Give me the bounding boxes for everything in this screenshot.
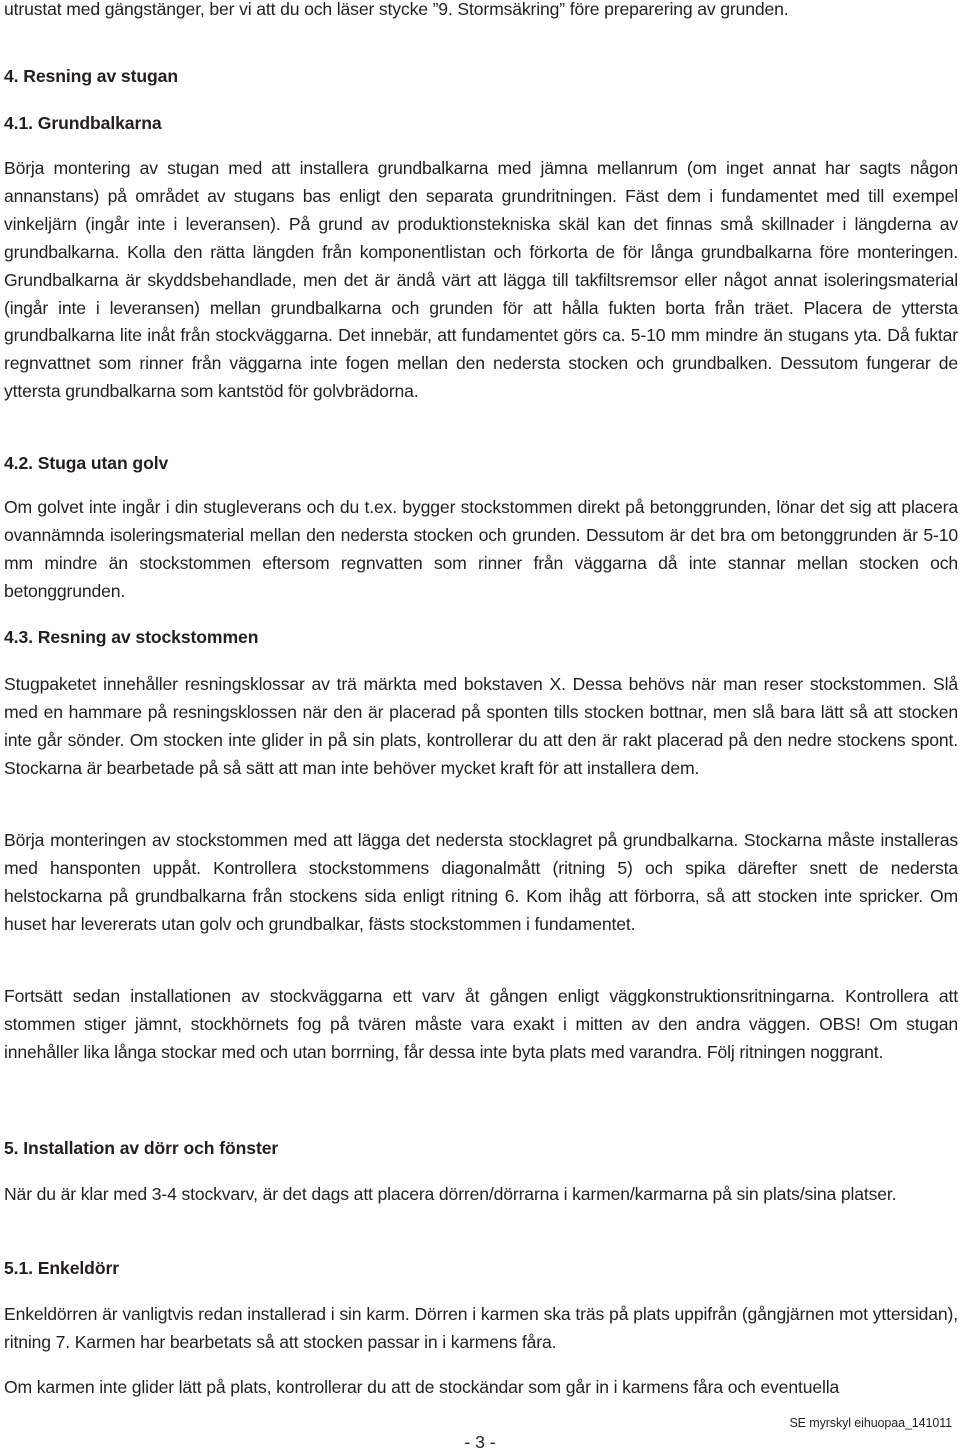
paragraph-4-3-a: Stugpaketet innehåller resningsklossar av trä märkta med bokstaven X. Dessa behövs när man reser stockstommen. Slå med en hammare på resningsklossen när den är placerad på sponten tills stocken bottnar, men slå bara lätt så att stocken inte går sönder. Om stocken inte glider in på sin plats, kontrollerar du att den är rakt placerad på den nedre stockens spont. Stockarna är bearbetade på så sätt att man inte behöver mycket kraft för att installera dem. — [4, 674, 958, 778]
paragraph-4-3-b: Börja monteringen av stockstommen med att lägga det nedersta stocklagret på grundbalkarna. Stockarna måste installeras med hansponten uppåt. Kontrollera stockstommens diagonalmått (ritning 5) och spika därefter snett de nedersta helstockarna på grundbalkarna från stockens sida enligt ritning 6. Kom ihåg att förborra, så att stocken inte spricker. Om huset har levererats utan golv och grundbalkar, fästs stockstommen i fundamentet. — [4, 830, 958, 934]
heading-section-4-3: 4.3. Resning av stockstommen — [4, 627, 259, 647]
page-number: - 3 - — [464, 1432, 496, 1452]
heading-section-4: 4. Resning av stugan — [4, 66, 178, 86]
intro-paragraph: utrustat med gängstänger, ber vi att du och läser stycke ”9. Stormsäkring” före preparering av grunden. — [4, 0, 789, 19]
heading-section-5: 5. Installation av dörr och fönster — [4, 1138, 279, 1158]
heading-section-4-1: 4.1. Grundbalkarna — [4, 113, 162, 133]
paragraph-4-2: Om golvet inte ingår i din stugleverans och du t.ex. bygger stockstommen direkt på betonggrunden, lönar det sig att placera ovannämnda isoleringsmaterial mellan den nedersta stocken och grunden. Dessutom är det bra om betonggrunden är 5-10 mm mindre än stockstommen eftersom regnvatten som rinner från väggarna då inte stannar mellan stocken och betonggrunden. — [4, 497, 958, 601]
paragraph-5: När du är klar med 3-4 stockvarv, är det dags att placera dörren/dörrarna i karmen/karmarna på sin plats/sina platser. — [4, 1184, 897, 1204]
paragraph-4-3-c: Fortsätt sedan installationen av stockväggarna ett varv åt gången enligt väggkonstruktionsritningarna. Kontrollera att stommen stiger jämnt, stockhörnets fog på tvären måste vara exakt i mitten av den andra väggen. OBS! Om stugan innehåller lika långa stockar med och utan borrning, får dessa inte byta plats med varandra. Följ ritningen noggrant. — [4, 986, 958, 1062]
document-code: SE myrskyl eihuopaa_141011 — [789, 1416, 952, 1430]
paragraph-4-1: Börja montering av stugan med att installera grundbalkarna med jämna mellanrum (om inget annat har sagts någon annanstans) på området av stugans bas enligt den separata grundritningen. Fäst dem i fundamentet med till exempel vinkeljärn (ingår inte i leveransen). På grund av produktionstekniska skäl kan det finnas små skillnader i längderna av grundbalkarna. Kolla den rätta längden från komponentlistan och förkorta de för långa grundbalkarna före monteringen. Grundbalkarna är skyddsbehandlade, men det är ändå värt att lägga till takfiltsremsor eller något annat isoleringsmaterial (ingår inte i leveransen) mellan grundbalkarna och grunden för att hålla fukten borta från träet. Placera de yttersta grundbalkarna lite inåt från stockväggarna. Det innebär, att fundamentet görs ca. 5-10 mm mindre än stugans yta. Då fuktar regnvattnet som rinner från väggarna inte fogen mellan den nedersta stocken och grundbalken. Dessutom fungerar de yttersta grundbalkarna som kantstöd för golvbrädorna. — [4, 158, 958, 402]
paragraph-5-1-a: Enkeldörren är vanligtvis redan installerad i sin karm. Dörren i karmen ska träs på plats uppifrån (gångjärnen mot yttersidan), ritning 7. Karmen har bearbetats så att stocken passar in i karmens fåra. — [4, 1304, 958, 1352]
heading-section-4-2: 4.2. Stuga utan golv — [4, 453, 169, 473]
paragraph-5-1-b: Om karmen inte glider lätt på plats, kontrollerar du att de stockändar som går in i karmens fåra och eventuella — [4, 1377, 840, 1397]
heading-section-5-1: 5.1. Enkeldörr — [4, 1258, 119, 1278]
